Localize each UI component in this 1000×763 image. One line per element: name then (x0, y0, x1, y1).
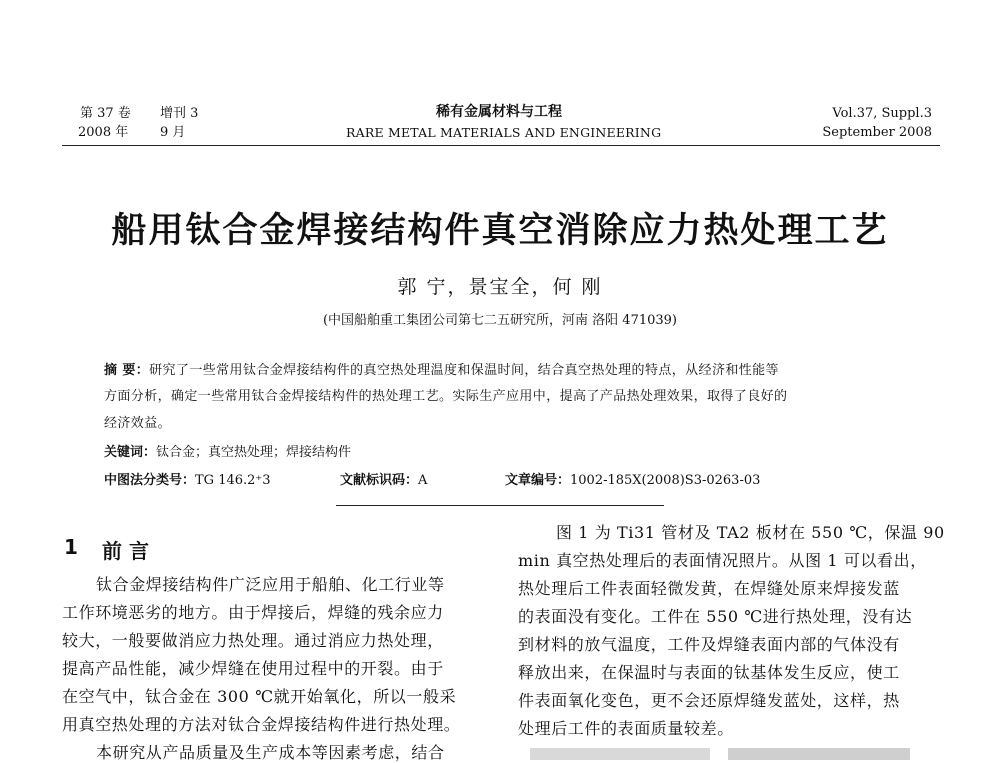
doc-code-value: A (418, 473, 428, 488)
abstract-rule (336, 505, 664, 506)
right-line-4: 的表面没有变化。工件在 550 ℃进行热处理，没有达 (518, 607, 913, 626)
right-line-6: 释放出来，在保温时与表面的钛基体发生反应，使工 (518, 663, 900, 682)
journal-title-cn: 稀有金属材料与工程 (436, 104, 562, 120)
affiliation: (中国船舶重工集团公司第七二五研究所，河南 洛阳 471039) (322, 313, 678, 328)
section-title: 前 言 (102, 539, 149, 563)
right-line-7: 件表面氧化变色，更不会还原焊缝发蓝处，这样，热 (518, 691, 900, 710)
right-line-1: 图 1 为 Ti31 管材及 TA2 板材在 550 ℃，保温 90 (556, 523, 945, 542)
abstract-text-1: 研究了一些常用钛合金焊接结构件的真空热处理温度和保温时间，结合真空热处理的特点，从经济和性能等 (149, 363, 779, 378)
para2-line-1: 本研究从产品质量及生产成本等因素考虑，结合 (96, 743, 445, 762)
page-title: 船用钛合金焊接结构件真空消除应力热处理工艺 (111, 211, 889, 251)
abstract-line-2: 方面分析，确定一些常用钛合金焊接结构件的热处理工艺。实际生产应用中，提高了产品热处理效果，取得了良好的 (104, 389, 788, 404)
figure-1-photo-left (530, 748, 710, 760)
abstract-label: 摘 要： (104, 363, 150, 378)
journal-title-en: RARE METAL MATERIALS AND ENGINEERING (346, 125, 662, 140)
header-rule (62, 145, 940, 146)
clc-line (104, 469, 271, 488)
right-line-5: 到材料的放气温度，工件及焊缝表面内部的气体没有 (518, 635, 900, 654)
keywords-line (104, 441, 351, 460)
header-volume-cn: 第 37 卷 (80, 106, 131, 121)
doc-code-label: 文献标识码： (340, 473, 419, 488)
header-year-cn: 2008 年 (78, 125, 129, 140)
right-line-2: min 真空热处理后的表面情况照片。从图 1 可以看出， (518, 551, 927, 570)
figure-1-photo-right (728, 748, 910, 760)
article-no-label: 文章编号： (505, 473, 571, 488)
abstract-line-3: 经济效益。 (104, 416, 172, 431)
keywords-value: 钛合金；真空热处理；焊接结构件 (156, 445, 352, 460)
para1-line-2: 工作环境恶劣的地方。由于焊接后，焊缝的残余应力 (62, 603, 444, 622)
header-volume-en: Vol.37, Suppl.3 (832, 106, 932, 121)
clc-label: 中图法分类号： (104, 473, 196, 488)
clc-value: TG 146.2⁺3 (195, 473, 271, 488)
keywords-label: 关键词： (104, 445, 157, 460)
figure-1-preview (530, 748, 910, 760)
header-month-cn: 9 月 (160, 125, 186, 140)
para1-line-1: 钛合金焊接结构件广泛应用于船舶、化工行业等 (96, 575, 445, 594)
abstract-line-1 (104, 359, 779, 378)
right-line-8: 处理后工件的表面质量较差。 (518, 719, 734, 738)
para1-line-6: 用真空热处理的方法对钛合金焊接结构件进行热处理。 (62, 715, 461, 734)
article-no-line (505, 469, 760, 488)
doc-code-line (340, 469, 427, 488)
right-line-3: 热处理后工件表面轻微发黄，在焊缝处原来焊接发蓝 (518, 579, 900, 598)
article-no-value: 1002-185X(2008)S3-0263-03 (570, 473, 761, 488)
para1-line-4: 提高产品性能，减少焊缝在使用过程中的开裂。由于 (62, 659, 444, 678)
header-date-en: September 2008 (822, 125, 932, 140)
authors: 郭 宁，景宝全，何 刚 (397, 276, 603, 298)
para1-line-3: 较大，一般要做消应力热处理。通过消应力热处理， (62, 631, 444, 650)
para1-line-5: 在空气中，钛合金在 300 ℃就开始氧化，所以一般采 (62, 687, 457, 706)
header-issue-cn: 增刊 3 (160, 106, 199, 121)
section-number: 1 (64, 535, 78, 559)
